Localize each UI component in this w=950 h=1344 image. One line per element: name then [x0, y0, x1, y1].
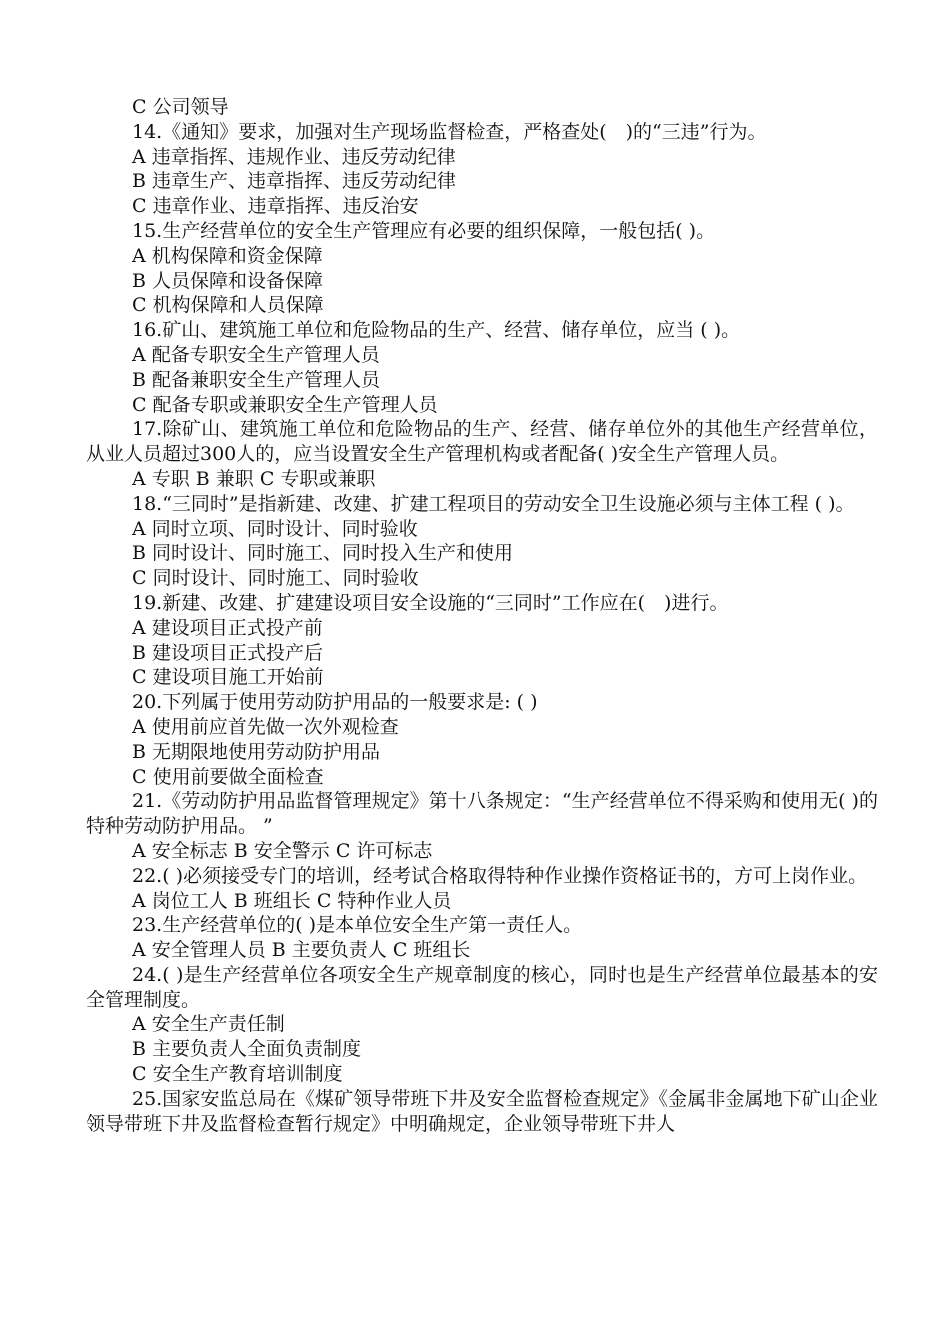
answer-option: C 建设项目施工开始前: [132, 666, 324, 689]
answer-option: A 机构保障和资金保障: [132, 244, 323, 267]
answer-option: C 公司领导: [132, 96, 229, 118]
question-text: 22.( )必须接受专门的培训，经考试合格取得特种作业操作资格证书的，方可上岗作业。: [132, 864, 868, 887]
answer-option: B 同时设计、同时施工、同时投入生产和使用: [132, 542, 514, 565]
answer-option: A 专职 B 兼职 C 专职或兼职: [132, 467, 376, 490]
question-text: 18.“三同时”是指新建、改建、扩建工程项目的劳动安全卫生设施必须与主体工程 ( )。: [132, 492, 855, 515]
question-text: 23.生产经营单位的( )是本单位安全生产第一责任人。: [132, 914, 583, 937]
question-text: 24.( )是生产经营单位各项安全生产规章制度的核心，同时也是生产经营单位最基本的安全管理制度。: [86, 963, 878, 1011]
answer-option: B 配备兼职安全生产管理人员: [132, 368, 381, 391]
answer-option: A 使用前应首先做一次外观检查: [132, 715, 399, 738]
question-text: 15.生产经营单位的安全生产管理应有必要的组织保障，一般包括( )。: [132, 219, 716, 242]
answer-option: C 机构保障和人员保障: [132, 294, 324, 317]
answer-option: C 使用前要做全面检查: [132, 765, 324, 788]
answer-option: C 违章作业、违章指挥、违反治安: [132, 195, 419, 218]
answer-option: C 安全生产教育培训制度: [132, 1063, 343, 1086]
answer-option: B 建设项目正式投产后: [132, 641, 324, 664]
answer-option: B 人员保障和设备保障: [132, 269, 324, 292]
answer-option: A 安全管理人员 B 主要负责人 C 班组长: [132, 939, 471, 962]
answer-option: C 配备专职或兼职安全生产管理人员: [132, 393, 438, 416]
answer-option: C 同时设计、同时施工、同时验收: [132, 567, 419, 590]
document-body: [86, 95, 878, 1136]
answer-option: B 无期限地使用劳动防护用品: [132, 740, 381, 763]
question-text: 19.新建、改建、扩建建设项目安全设施的“三同时”工作应在( )进行。: [132, 591, 729, 614]
answer-option: B 违章生产、违章指挥、违反劳动纪律: [132, 170, 457, 193]
answer-option: A 安全生产责任制: [132, 1013, 285, 1036]
question-text: 17.除矿山、建筑施工单位和危险物品的生产、经营、储存单位外的其他生产经营单位，从业人员超过300人的，应当设置安全生产管理机构或者配备( )安全生产管理人员。: [86, 418, 878, 466]
answer-option: A 岗位工人 B 班组长 C 特种作业人员: [132, 889, 452, 912]
answer-option: A 违章指挥、违规作业、违反劳动纪律: [132, 145, 456, 168]
answer-option: A 同时立项、同时设计、同时验收: [132, 517, 418, 540]
question-text: 21.《劳动防护用品监督管理规定》第十八条规定：“生产经营单位不得采购和使用无( )的特种劳动防护用品。 ”: [86, 790, 878, 838]
answer-option: B 主要负责人全面负责制度: [132, 1038, 362, 1061]
question-text: 25.国家安监总局在《煤矿领导带班下井及安全监督检查规定》《金属非金属地下矿山企业领导带班下井及监督检查暂行规定》中明确规定，企业领导带班下井人: [86, 1087, 878, 1135]
question-text: 16.矿山、建筑施工单位和危险物品的生产、经营、储存单位，应当 ( )。: [132, 319, 741, 342]
answer-option: A 建设项目正式投产前: [132, 616, 323, 639]
answer-option: A 配备专职安全生产管理人员: [132, 343, 380, 366]
question-text: 20.下列属于使用劳动防护用品的一般要求是: ( ): [132, 691, 538, 714]
answer-option: A 安全标志 B 安全警示 C 许可标志: [132, 839, 433, 862]
question-text: 14.《通知》要求，加强对生产现场监督检查，严格查处( )的“三违”行为。: [132, 120, 767, 143]
